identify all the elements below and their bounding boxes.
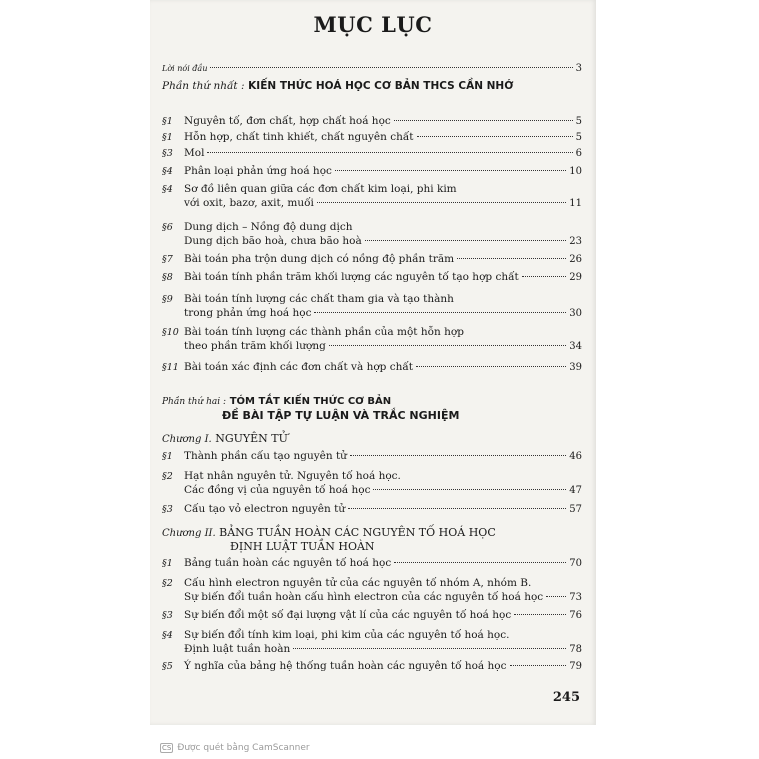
entry-title: trong phản ứng hoá học	[184, 307, 312, 319]
toc-entry	[162, 131, 582, 144]
entry-title: Bài toán tính lượng các thành phần của một hỗn hợp	[184, 326, 464, 338]
book-page	[150, 0, 596, 725]
toc-entry	[162, 197, 582, 210]
entry-title: Bài toán tính phần trăm khối lượng các nguyên tố tạo hợp chất	[184, 271, 519, 283]
leader-dots	[335, 170, 566, 171]
entry-title: Dung dịch bão hoà, chưa bão hoà	[184, 235, 362, 247]
toc-entry	[162, 450, 582, 463]
part-prefix: Phần thứ hai :	[162, 397, 227, 407]
entry-title: Sơ đồ liên quan giữa các đơn chất kim loại, phi kim	[184, 183, 457, 195]
section-number: §1	[162, 132, 173, 143]
toc-entry	[162, 577, 582, 590]
section-number: §6	[162, 222, 173, 233]
entry-title: Ý nghĩa của bảng hệ thống tuần hoàn các nguyên tố hoá học	[184, 660, 507, 672]
chapter-two-heading	[162, 526, 582, 540]
page-ref: 11	[569, 198, 582, 209]
page-ref: 47	[569, 485, 582, 496]
page-number: 245	[552, 690, 580, 705]
camscanner-logo-icon: CS	[162, 744, 172, 752]
entry-title: Định luật tuần hoàn	[184, 643, 291, 655]
section-number: §1	[162, 558, 173, 569]
toc-entry	[162, 165, 582, 178]
page-ref: 70	[569, 558, 582, 569]
part-title-line1: TÓM TẮT KIẾN THỨC CƠ BẢN	[229, 396, 392, 407]
toc-entry	[162, 660, 582, 673]
entry-title: Bài toán xác định các đơn chất và hợp chất	[184, 361, 414, 373]
entry-title: Bài toán pha trộn dung dịch có nồng độ phần trăm	[184, 253, 455, 265]
entry-title: Mol	[184, 147, 205, 159]
toc-entry	[162, 183, 582, 196]
entry-title: Sự biến đổi tuần hoàn cấu hình electron của các nguyên tố hoá học	[184, 591, 544, 603]
section-number: §8	[162, 272, 173, 283]
entry-title: Bảng tuần hoàn các nguyên tố hoá học	[184, 557, 392, 569]
section-number: §11	[162, 362, 179, 373]
entry-title: Hỗn hợp, chất tinh khiết, chất nguyên chất	[184, 131, 414, 143]
entry-title: Cấu hình electron nguyên tử của các nguyên tố nhóm A, nhóm B.	[184, 577, 532, 589]
chapter-one-heading	[162, 432, 582, 446]
page-ref: 46	[569, 451, 582, 462]
toc-entry	[162, 271, 582, 284]
toc-entry	[162, 557, 582, 570]
section-number: §4	[162, 184, 173, 195]
page-ref: 6	[575, 148, 582, 159]
toc-entry	[162, 307, 582, 320]
toc-entry	[162, 253, 582, 266]
chapter-title: NGUYÊN TỬ	[215, 432, 288, 445]
section-number: §10	[162, 327, 179, 338]
leader-dots	[457, 258, 566, 259]
entry-title: Sự biến đổi tính kim loại, phi kim của các nguyên tố hoá học.	[184, 629, 510, 641]
page-ref: 34	[569, 341, 582, 352]
leader-dots	[394, 562, 566, 563]
leader-dots	[329, 345, 566, 346]
section-number: §5	[162, 661, 173, 672]
chapter-title-line1: BẢNG TUẦN HOÀN CÁC NGUYÊN TỐ HOÁ HỌC	[219, 526, 496, 539]
toc-entry	[162, 591, 582, 604]
page-title: MỤC LỤC	[313, 12, 433, 37]
part-two-heading	[162, 395, 582, 409]
page-ref: 3	[575, 63, 582, 74]
entry-title: Các đồng vị của nguyên tố hoá học	[184, 484, 371, 496]
entry-title: với oxit, bazơ, axit, muối	[184, 197, 314, 209]
page-ref: 39	[569, 362, 582, 373]
part-two-heading-line2: ĐỀ BÀI TẬP TỰ LUẬN VÀ TRẮC NGHIỆM	[222, 409, 460, 422]
section-number: §3	[162, 610, 173, 621]
leader-dots	[207, 152, 572, 153]
toc-entry	[162, 484, 582, 497]
page-ref: 73	[569, 592, 582, 603]
toc-entry	[162, 609, 582, 622]
section-number: §3	[162, 148, 173, 159]
section-number: §4	[162, 166, 173, 177]
page-ref: 79	[569, 661, 582, 672]
leader-dots	[348, 508, 566, 509]
entry-title: Nguyên tố, đơn chất, hợp chất hoá học	[184, 115, 391, 127]
entry-title: Cấu tạo vỏ electron nguyên tử	[184, 503, 346, 515]
chapter-prefix: Chương II.	[162, 528, 216, 539]
toc-entry	[162, 629, 582, 642]
leader-dots	[394, 120, 573, 121]
section-number: §1	[162, 451, 173, 462]
entry-title: Sự biến đổi một số đại lượng vật lí của các nguyên tố hoá học	[184, 609, 512, 621]
entry-title: Phân loại phản ứng hoá học	[184, 165, 332, 177]
leader-dots	[210, 67, 572, 68]
toc-entry	[162, 503, 582, 516]
entry-title: Bài toán tính lượng các chất tham gia và tạo thành	[184, 293, 454, 305]
toc-entry	[162, 147, 582, 160]
page-ref: 76	[569, 610, 582, 621]
leader-dots	[417, 136, 573, 137]
toc-entry	[162, 340, 582, 353]
toc-entry	[162, 115, 582, 128]
part-title: KIẾN THỨC HOÁ HỌC CƠ BẢN THCS CẦN NHỚ	[248, 80, 514, 92]
section-number: §1	[162, 116, 173, 127]
section-number: §9	[162, 294, 173, 305]
intro-label: Lời nói đầu	[162, 64, 208, 73]
leader-dots	[314, 312, 566, 313]
section-number: §2	[162, 578, 173, 589]
page-ref: 29	[569, 272, 582, 283]
toc-entry	[162, 361, 582, 374]
entry-title: theo phần trăm khối lượng	[184, 340, 326, 352]
leader-dots	[293, 648, 566, 649]
entry-title: Dung dịch – Nồng độ dung dịch	[184, 221, 353, 233]
section-number: §3	[162, 504, 173, 515]
toc-entry	[162, 326, 582, 339]
chapter-two-heading-line2: ĐỊNH LUẬT TUẦN HOÀN	[230, 540, 375, 553]
section-number: §7	[162, 254, 173, 265]
page-ref: 23	[569, 236, 582, 247]
page-ref: 5	[575, 116, 582, 127]
leader-dots	[522, 276, 567, 277]
section-number: §4	[162, 630, 173, 641]
leader-dots	[510, 665, 567, 666]
part-prefix: Phần thứ nhất :	[162, 80, 245, 92]
page-ref: 10	[569, 166, 582, 177]
toc-entry	[162, 643, 582, 656]
entry-title: Thành phần cấu tạo nguyên tử	[184, 450, 347, 462]
leader-dots	[546, 596, 566, 597]
leader-dots	[317, 202, 566, 203]
leader-dots	[416, 366, 566, 367]
leader-dots	[373, 489, 566, 490]
page-ref: 26	[569, 254, 582, 265]
toc-entry	[162, 470, 582, 483]
page-ref: 5	[575, 132, 582, 143]
scanner-watermark	[160, 743, 310, 753]
page-ref: 30	[569, 308, 582, 319]
toc-entry	[162, 235, 582, 248]
chapter-prefix: Chương I.	[162, 434, 212, 445]
watermark-text: Được quét bằng CamScanner	[177, 743, 310, 753]
page-ref: 57	[569, 504, 582, 515]
leader-dots	[514, 614, 566, 615]
toc-entry-intro	[162, 62, 582, 75]
toc-entry	[162, 293, 582, 306]
toc-entry	[162, 221, 582, 234]
part-one-heading	[162, 80, 582, 93]
page-ref: 78	[569, 644, 582, 655]
leader-dots	[365, 240, 567, 241]
leader-dots	[350, 455, 566, 456]
entry-title: Hạt nhân nguyên tử. Nguyên tố hoá học.	[184, 470, 401, 482]
section-number: §2	[162, 471, 173, 482]
